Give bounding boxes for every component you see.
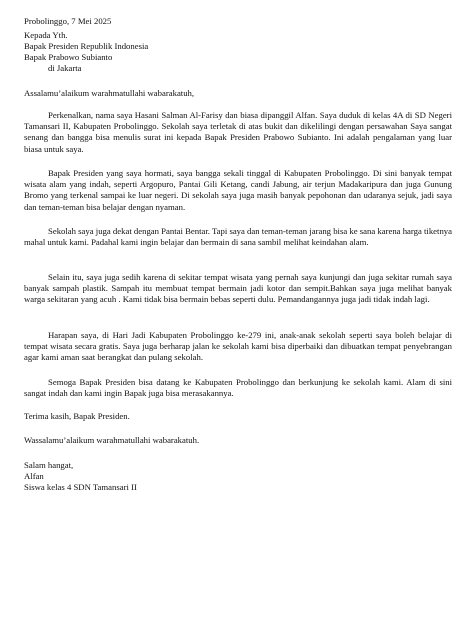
recipient-line-3: di Jakarta — [48, 63, 82, 73]
signoff-salutation: Salam hangat, — [24, 460, 74, 470]
letter-date: Probolinggo, 7 Mei 2025 — [24, 16, 112, 26]
paragraph-hope: Harapan saya, di Hari Jadi Kabupaten Probolinggo ke-279 ini, anak-anak sekolah seperti saya boleh belajar di tempat wisata secara gratis. Saya juga berharap jalan ke sekolah kami bisa diperbaiki dan dibuatkan tempat penyebrangan agar kami aman saat berangkat dan pulang sekolah. — [24, 330, 452, 363]
paragraph-regency: Bapak Presiden yang saya hormati, saya bangga sekali tinggal di Kabupaten Probolinggo. Di sini banyak tempat wisata alam yang indah, seperti Argopuro, Pantai Gili Ketang, candi Jabung, air terjun Madakaripura dan juga Gunung Bromo yang terkenal sampai ke luar negeri. Di sekolah saya juga masih banyak pepohonan dan udaranya sejuk, jadi saya dan teman-teman bisa belajar dengan nyaman. — [24, 168, 452, 212]
recipient-line-2: Bapak Prabowo Subianto — [24, 52, 113, 62]
paragraph-plastic-waste: Selain itu, saya juga sedih karena di sekitar tempat wisata yang pernah saya kunjungi dan juga sekitar rumah saya banyak sampah plastik. Sampah itu membuat tempat bermain jadi kotor dan sempit.Bahkan saya juga melihat banyak warga sekitaran yang acuh . Kami tidak bisa bermain bebas seperti dulu. Pemandangannya juga jadi tidak indah lagi. — [24, 272, 452, 305]
closing-greeting: Wassalamu’alaikum warahmatullahi wabarakatuh. — [24, 435, 200, 445]
signoff-title: Siswa kelas 4 SDN Tamansari II — [24, 482, 137, 492]
paragraph-invitation: Semoga Bapak Presiden bisa datang ke Kabupaten Probolinggo dan berkunjung ke sekolah kami. Alam di sini sangat indah dan kami ingin Bapak juga bisa merasakannya. — [24, 377, 452, 399]
paragraph-beach: Sekolah saya juga dekat dengan Pantai Bentar. Tapi saya dan teman-teman jarang bisa ke sana karena harga tiketnya mahal untuk kami. Padahal kami ingin belajar dan bermain di sana sambil melihat keindahan alam. — [24, 226, 452, 248]
recipient-line-1: Bapak Presiden Republik Indonesia — [24, 41, 149, 51]
letter-greeting: Assalamu’alaikum warahmatullahi wabarakatuh, — [24, 88, 195, 98]
paragraph-introduction: Perkenalkan, nama saya Hasani Salman Al-Farisy dan biasa dipanggil Alfan. Saya duduk di kelas 4A di SD Negeri Tamansari II, Kabupaten Probolinggo. Sekolah saya terletak di atas bukit dan dikelilingi dengan persawahan Saya sangat senang dan bangga bisa menulis surat ini kepada Bapak Presiden Prabowo Subianto. Ini adalah pengalaman yang luar biasa untuk saya. — [24, 110, 452, 154]
thanks-line: Terima kasih, Bapak Presiden. — [24, 411, 130, 421]
recipient-to: Kepada Yth. — [24, 30, 68, 40]
signoff-name: Alfan — [24, 471, 44, 481]
